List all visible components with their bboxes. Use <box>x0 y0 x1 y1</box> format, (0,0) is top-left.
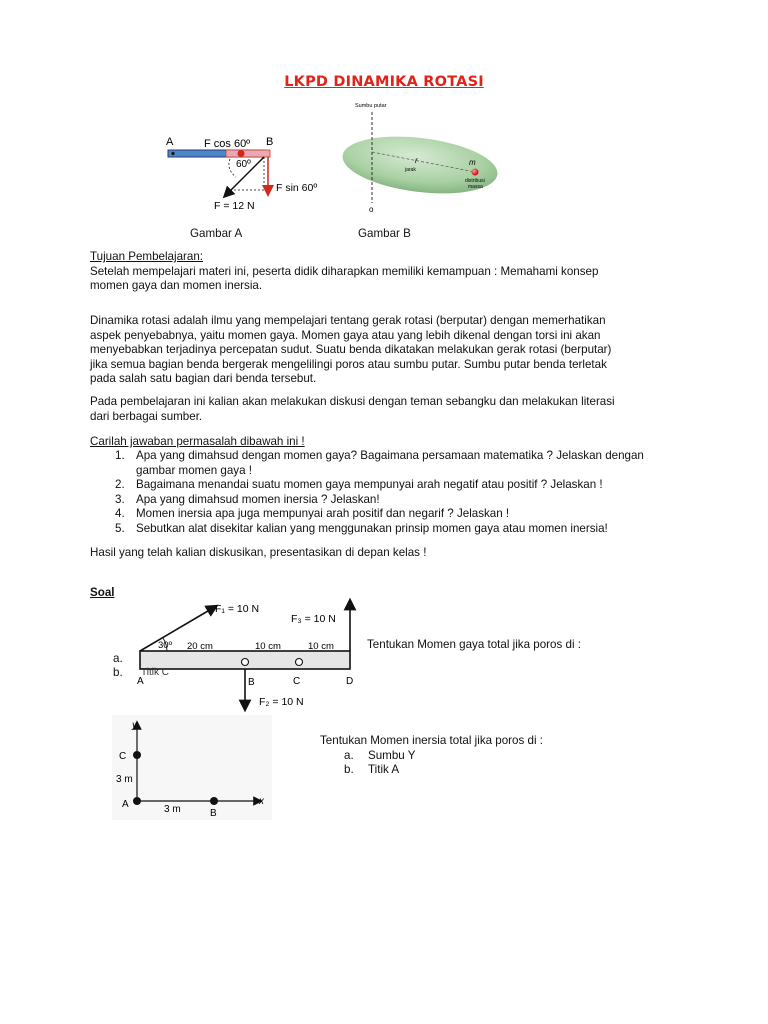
question-item: 3. Apa yang dimahsud momen inersia ? Jelaskan! <box>115 492 380 506</box>
fig-b-m: m <box>469 158 476 167</box>
option-item: b. Titik A <box>344 762 400 776</box>
soal-coordinate-figure <box>112 715 272 820</box>
fig-a-caption: Gambar A <box>190 227 243 240</box>
fig-a-pink-bar <box>226 150 270 157</box>
diskusi-line: dari berbagai sumber. <box>90 409 203 423</box>
question-number: 3. <box>115 492 125 506</box>
tujuan-heading: Tujuan Pembelajaran: <box>90 250 203 263</box>
f2-label: F₂ = 10 N <box>259 696 304 708</box>
fig-b-massa: massa <box>468 184 483 190</box>
overlap-option-text: Titik C <box>141 667 169 678</box>
coord-c: C <box>119 751 127 762</box>
intro-line: menyebabkan terjadinya percepatan sudut. Suatu benda dikatakan melakukan gerak rotasi (berputar) <box>90 343 612 357</box>
fig-b-origin: o <box>369 205 374 214</box>
coord-a: A <box>122 799 129 810</box>
point-b-dot <box>210 797 218 805</box>
x-axis-label: x <box>259 796 264 807</box>
soal-question-1: Tentukan Momen gaya total jika poros di : <box>367 638 581 651</box>
question-item: 4. Momen inersia apa juga mempunyai arah positif dan negarif ? Jelaskan ! <box>115 507 510 521</box>
intro-line: aspek penyebabnya, yaitu momen gaya. Momen gaya atau yang lebih dikenal dengan torsi ini akan <box>90 328 601 342</box>
soal-heading: Soal <box>90 586 115 599</box>
question-item: 1. Apa yang dimahsud dengan momen gaya? Bagaimana persamaan matematika ? Jelaskan dengan gambar momen gaya ! <box>115 449 644 477</box>
fig-b-caption: Gambar B <box>358 227 411 240</box>
d3-label: 10 cm <box>308 641 334 652</box>
figure-b <box>335 100 510 215</box>
fig-a-force: F = 12 N <box>214 200 255 212</box>
point-a-dot <box>133 797 141 805</box>
diskusi-line: Pada pembelajaran ini kalian akan melakukan diskusi dengan teman sebangku dan melakukan literasi <box>90 395 615 408</box>
point-c: C <box>293 676 301 687</box>
fig-a-label-a: A <box>166 136 174 148</box>
question-number: 4. <box>115 507 125 521</box>
coord-dx: 3 m <box>164 804 181 815</box>
fig-b-mass <box>472 169 479 176</box>
intro-line: jika semua bagian benda bergerak mengelilingi poros atau sumbu putar. Sumbu putar benda terletak <box>90 357 607 371</box>
question-item: 5. Sebutkan alat disekitar kalian yang menggunakan prinsip momen gaya atau momen inersia! <box>115 521 608 535</box>
diskusi-paragraph <box>90 395 710 424</box>
question-number: 1. <box>115 449 125 462</box>
point-c-dot <box>133 751 141 759</box>
f1-label: F₁ = 10 N <box>215 603 260 615</box>
soal-question-2-text: Tentukan Momen inersia total jika poros di : <box>320 734 543 747</box>
intro-paragraph <box>90 314 710 387</box>
figure-a <box>160 125 340 220</box>
soal-question-2-options <box>344 749 700 777</box>
questions-heading: Carilah jawaban permasalah dibawah ini ! <box>90 435 305 448</box>
soal-question-2 <box>320 734 700 777</box>
tujuan-line-2: momen gaya dan momen inersia. <box>90 279 263 293</box>
soal-beam-figure <box>105 596 370 714</box>
angle-label: 30º <box>158 640 173 651</box>
fig-b-distribusi: distribusi <box>465 178 485 184</box>
intro-line: pada salah satu bagian dari benda tersebut. <box>90 372 317 386</box>
question-number: 2. <box>115 478 125 492</box>
fig-a-angle: 60º <box>236 159 251 170</box>
point-a: A <box>137 676 144 687</box>
coord-dy: 3 m <box>116 774 133 785</box>
fig-a-fsin: F sin 60º <box>276 182 318 194</box>
d1-label: 20 cm <box>187 641 213 652</box>
fig-b-jarak: jarak <box>405 167 416 173</box>
fig-b-axis-label: Sumbu putar <box>355 103 387 109</box>
fig-a-pivot <box>238 150 245 157</box>
question-number: 5. <box>115 521 125 535</box>
fig-a-label-b: B <box>266 136 274 148</box>
questions-list <box>90 449 730 537</box>
question-item: 2. Bagaimana menandai suatu momen gaya mempunyai arah negatif atau positif ? Jelaskan ! <box>115 478 603 492</box>
fig-b-body <box>339 129 500 202</box>
point-b: B <box>248 677 255 688</box>
tujuan-section <box>90 250 690 294</box>
option-b-label: b. <box>113 666 123 679</box>
intro-line: Dinamika rotasi adalah ilmu yang mempelajari tentang gerak rotasi (berputar) dengan memerhatikan <box>90 314 606 327</box>
coord-b: B <box>210 808 217 819</box>
fig-a-fcos: F cos 60º <box>204 138 251 150</box>
fig-b-r: r <box>415 156 418 165</box>
option-item: a. Sumbu Y <box>344 748 416 762</box>
d2-label: 10 cm <box>255 641 281 652</box>
tujuan-line-1: Setelah mempelajari materi ini, peserta didik diharapkan memiliki kemampuan : Memahami konsep <box>90 264 599 278</box>
point-d: D <box>346 676 354 687</box>
page-title: LKPD DINAMIKA ROTASI <box>284 74 484 90</box>
option-a-label: a. <box>113 652 123 665</box>
y-axis-label: y <box>132 720 137 731</box>
hasil-text: Hasil yang telah kalian diskusikan, presentasikan di depan kelas ! <box>90 546 427 559</box>
f3-label: F₃ = 10 N <box>291 613 336 625</box>
